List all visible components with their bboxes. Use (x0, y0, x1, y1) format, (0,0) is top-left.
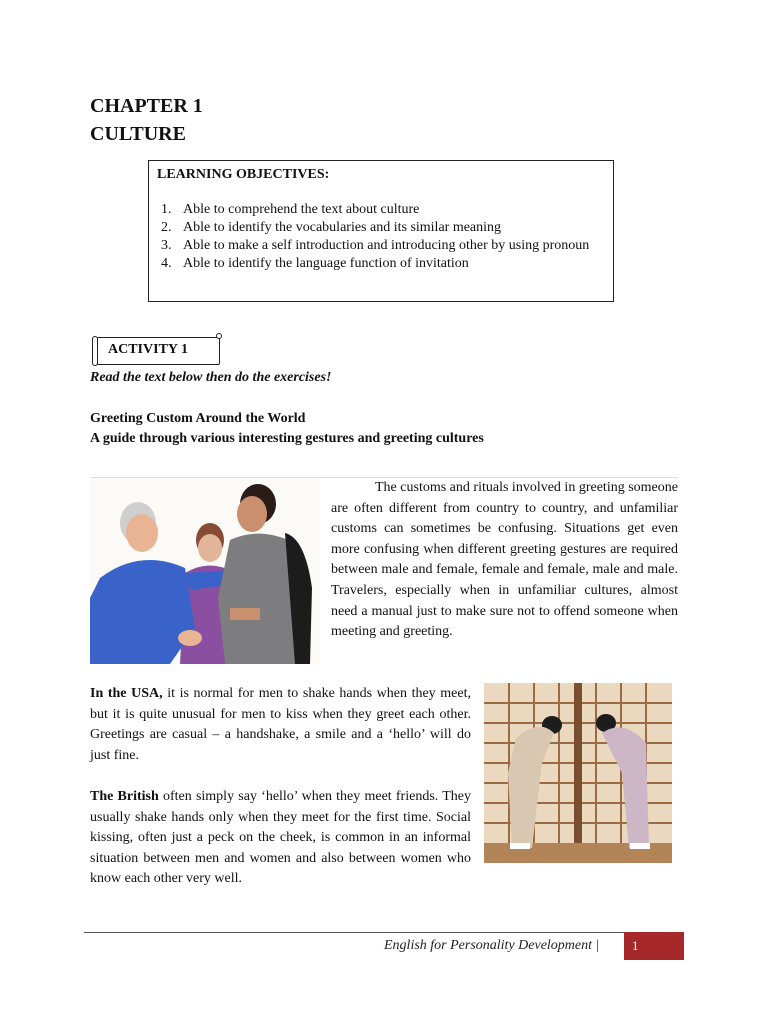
british-paragraph: The British often simply say ‘hello’ when they meet friends. They usually shake hands only when they meet for the first time. Social kissing, often just a peck on the cheek, is common in an informal situation between men and women and also between women who know each other very well. (90, 789, 471, 887)
objective-item: 1. Able to comprehend the text about culture (161, 202, 420, 217)
japanese-bow-photo (484, 683, 672, 863)
activity-banner (92, 333, 222, 366)
usa-paragraph: In the USA, it is normal for men to shake hands when they meet, but it is quite unusual for men to kiss when they greet each other. Greetings are casual – a handshake, a smile and a ‘hello’ will do just fine. (90, 686, 471, 763)
objective-item: 2. Able to identify the vocabularies and its similar meaning (161, 220, 502, 235)
intro-paragraph: The customs and rituals involved in greeting someone are often different from country to country, and unfamiliar customs can sometimes be confusing. Situations get even more confusing when different greeting gestures are required between male and female, female and female, male and male. Travelers, especially when in unfamiliar cultures, almost need a manual just to make sure not to offend someone when meeting and greeting. (331, 480, 678, 640)
scroll-curl-right-icon (216, 333, 222, 339)
usa-lead: In the USA, (90, 686, 163, 701)
footer-divider (84, 932, 684, 933)
page-number: 1 (632, 938, 639, 953)
objective-item: 4. Able to identify the language function of invitation (161, 256, 469, 271)
footer-book-title: English for Personality Development | (384, 938, 600, 953)
activity-instruction: Read the text below then do the exercises! (90, 370, 332, 385)
scroll-curl-left-icon (92, 336, 98, 366)
article-title: Greeting Custom Around the World (90, 411, 306, 426)
objectives-list (157, 201, 597, 273)
chapter-title: CULTURE (90, 123, 186, 145)
article-subtitle: A guide through various interesting gestures and greeting cultures (90, 431, 484, 446)
chapter-heading (90, 92, 203, 148)
activity-label: ACTIVITY 1 (108, 342, 188, 357)
british-lead: The British (90, 789, 159, 804)
learning-objectives-box (148, 160, 614, 302)
objective-item: 3. Able to make a self introduction and introducing other by using pronoun (161, 238, 590, 253)
page-number-badge (624, 932, 684, 960)
objectives-title: LEARNING OBJECTIVES: (157, 167, 330, 182)
greeting-handshake-photo (90, 478, 320, 664)
chapter-number: CHAPTER 1 (90, 95, 203, 117)
